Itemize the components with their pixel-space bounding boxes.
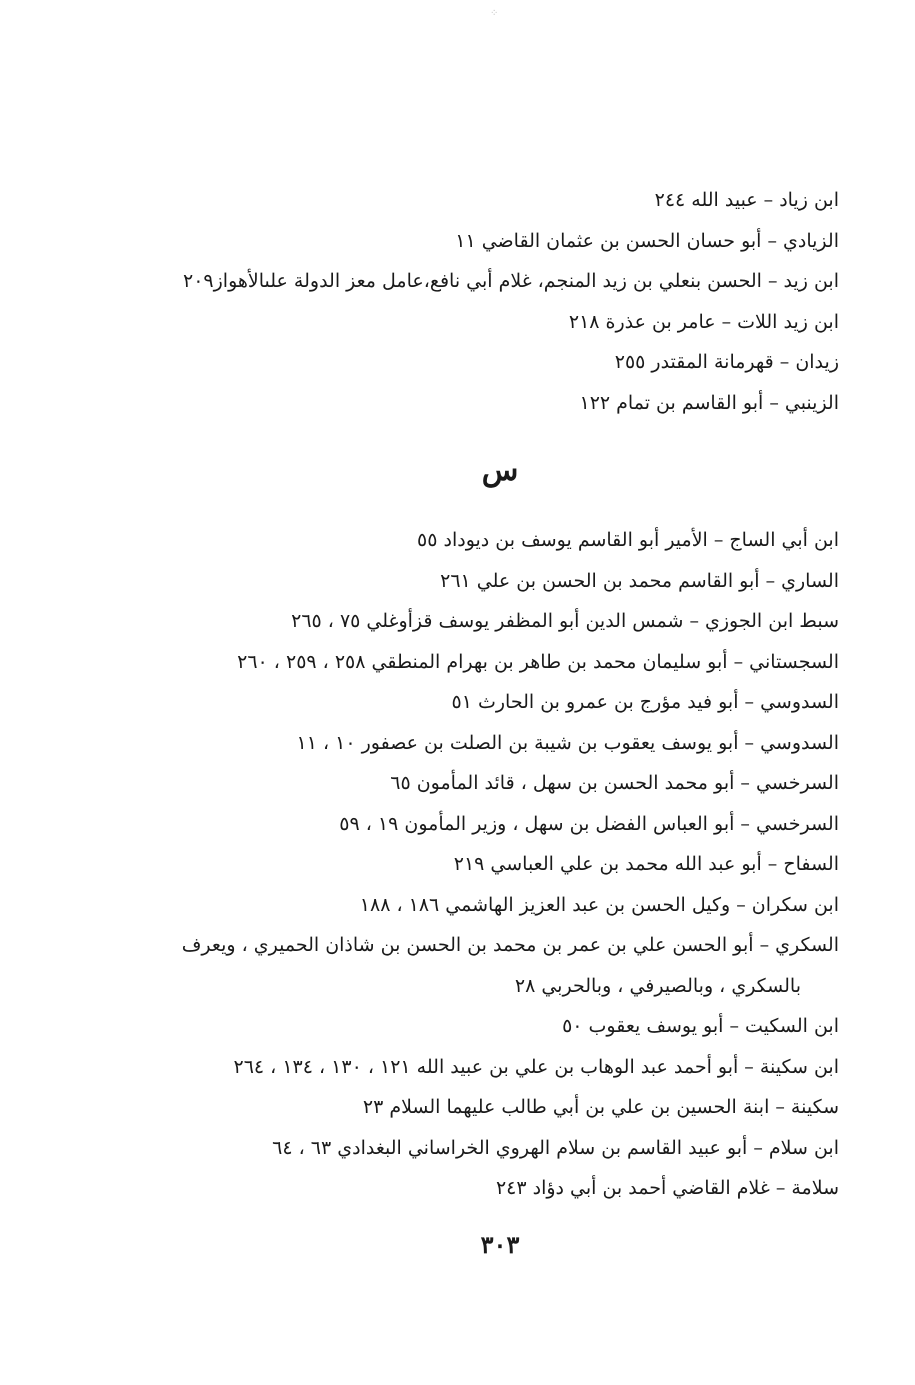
- paper-speck-mark: ⁘: [490, 8, 499, 19]
- index-entry: الزيادي – أبو حسان الحسن بن عثمان القاضي ١١: [455, 229, 839, 252]
- index-entry: ابن سلام – أبو عبيد القاسم بن سلام الهروي الخراساني البغدادي ٦٣ ، ٦٤: [272, 1136, 839, 1159]
- index-entry: السفاح – أبو عبد الله محمد بن علي العباسي ٢١٩: [453, 853, 839, 875]
- index-entry: ابن السكيت – أبو يوسف يعقوب ٥٠: [562, 1015, 839, 1037]
- index-section-z: [139, 180, 839, 423]
- index-entry: ابن سكران – وكيل الحسن بن عبد العزيز الهاشمي ١٨٦ ، ١٨٨: [359, 893, 839, 916]
- index-entry: السدوسي – أبو فيد مؤرج بن عمرو بن الحارث ٥١: [451, 691, 839, 713]
- index-section-s: [139, 520, 839, 1209]
- index-entry: السدوسي – أبو يوسف يعقوب بن شيبة بن الصلت بن عصفور ١٠ ، ١١: [296, 731, 839, 754]
- index-entry: سبط ابن الجوزي – شمس الدين أبو المظفر يوسف قزأوغلي ٧٥ ، ٢٦٥: [291, 610, 839, 632]
- index-entry: سلامة – غلام القاضي أحمد بن أبي دؤاد ٢٤٣: [495, 1177, 839, 1199]
- index-entry: ابن سكينة – أبو أحمد عبد الوهاب بن علي بن عبيد الله ١٢١ ، ١٣٠ ، ١٣٤ ، ٢٦٤: [233, 1055, 839, 1078]
- index-entry-continuation: بالسكري ، وبالصيرفي ، وبالحربي ٢٨: [514, 974, 801, 997]
- section-letter-heading: س: [481, 453, 519, 488]
- index-entry: زيدان – قهرمانة المقتدر ٢٥٥: [614, 351, 839, 373]
- page-number: ٣٠٣: [480, 1230, 520, 1259]
- index-entry: السجستاني – أبو سليمان محمد بن طاهر بن بهرام المنطقي ٢٥٨ ، ٢٥٩ ، ٢٦٠: [237, 650, 839, 673]
- index-entry: سكينة – ابنة الحسين بن علي بن أبي طالب عليهما السلام ٢٣: [362, 1096, 839, 1118]
- index-entry: ابن زيد اللات – عامر بن عذرة ٢١٨: [568, 310, 839, 333]
- index-entry: السرخسي – أبو محمد الحسن بن سهل ، قائد المأمون ٦٥: [390, 772, 839, 794]
- index-entry: السرخسي – أبو العباس الفضل بن سهل ، وزير المأمون ١٩ ، ٥٩: [339, 812, 839, 835]
- index-entry: ابن زيد – الحسن بنعلي بن زيد المنجم، غلام أبي نافع،عامل معز الدولة علىالأهواز٢٠٩: [182, 270, 839, 292]
- index-entry: الزينبي – أبو القاسم بن تمام ١٢٢: [579, 391, 839, 414]
- index-entry: ابن زياد – عبيد الله ٢٤٤: [654, 189, 839, 211]
- index-entry: السكري – أبو الحسن علي بن عمر بن محمد بن الحسن بن شاذان الحميري ، ويعرف: [181, 934, 839, 956]
- index-entry: ابن أبي الساج – الأمير أبو القاسم يوسف بن ديوداد ٥٥: [417, 529, 839, 551]
- index-entry: الساري – أبو القاسم محمد بن الحسن بن علي ٢٦١: [440, 569, 839, 592]
